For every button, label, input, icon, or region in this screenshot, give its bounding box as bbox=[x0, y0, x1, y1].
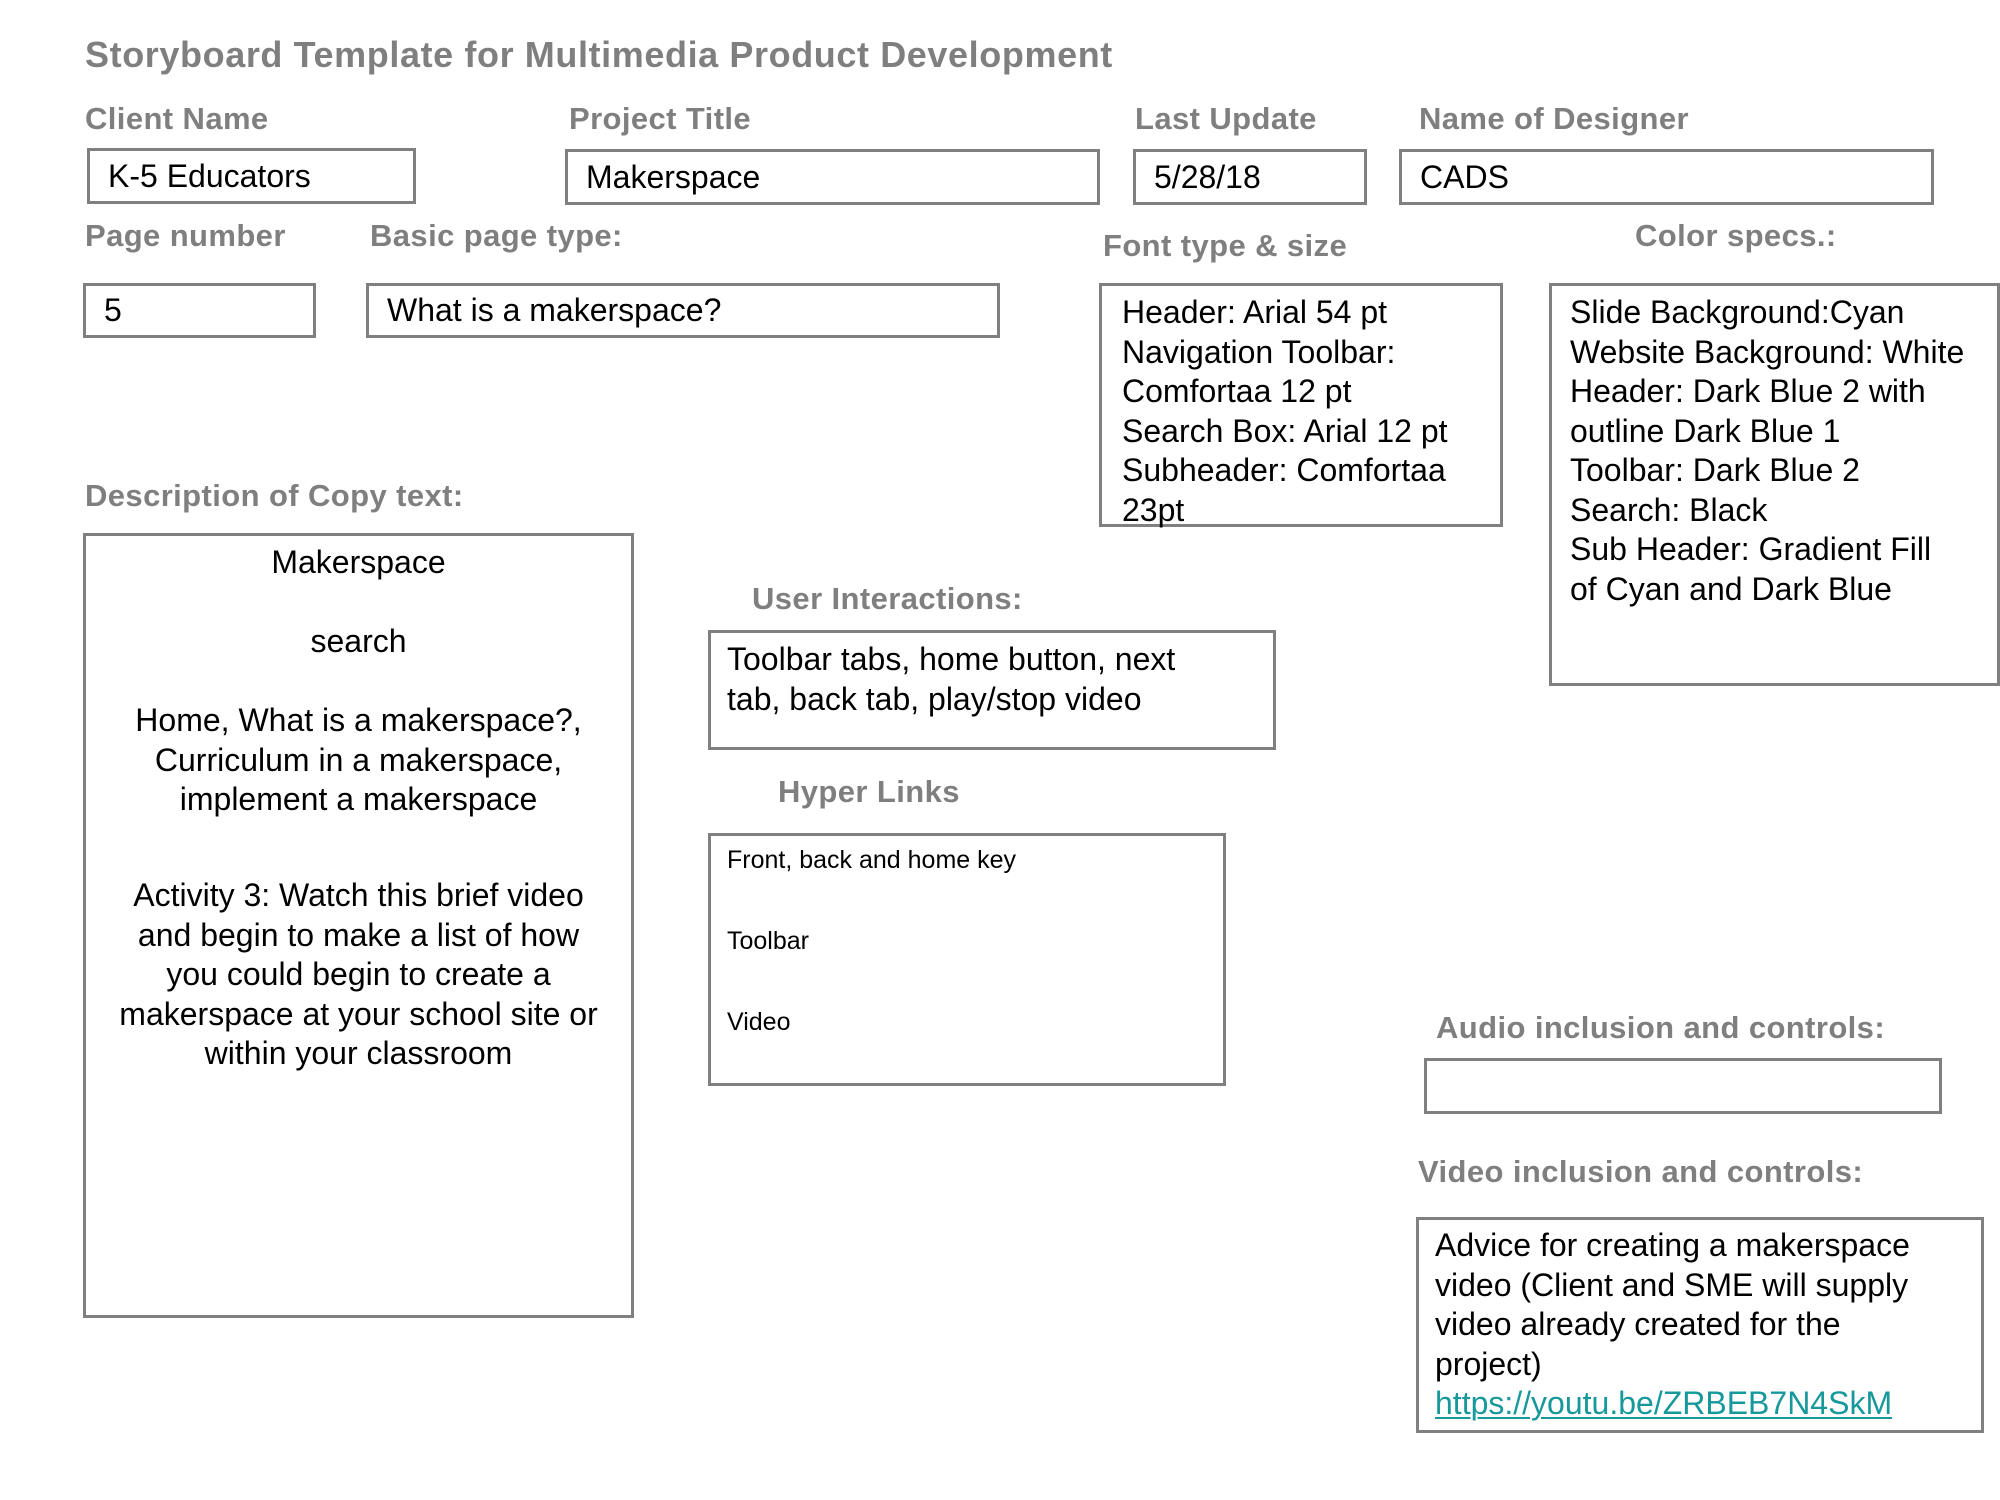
color-spec-line: Sub Header: Gradient Fill bbox=[1570, 531, 1932, 567]
client-name-value: K-5 Educators bbox=[108, 157, 311, 194]
client-name-field bbox=[87, 148, 416, 204]
font-spec-line: Navigation Toolbar: bbox=[1122, 333, 1396, 370]
project-title-value: Makerspace bbox=[586, 158, 761, 195]
copy-paragraph bbox=[86, 701, 631, 820]
color-spec-line: Search: Black bbox=[1570, 491, 1768, 528]
font-spec-line: Search Box: Arial 12 pt bbox=[1122, 412, 1448, 449]
video-description bbox=[1435, 1226, 1981, 1384]
video-description-line: video (Client and SME will supply bbox=[1435, 1266, 1909, 1303]
copy-text-line: Curriculum in a makerspace, bbox=[154, 741, 563, 778]
last-update-field bbox=[1133, 149, 1367, 205]
color-specs-box bbox=[1549, 283, 2000, 686]
font-spec-line: Subheader: Comfortaa bbox=[1122, 452, 1446, 488]
copy-paragraph bbox=[86, 622, 631, 662]
font-specs-label: Font type & size bbox=[1103, 228, 1348, 263]
video-description-line: Advice for creating a makerspace bbox=[1435, 1227, 1910, 1263]
last-update-label: Last Update bbox=[1135, 101, 1317, 136]
page-number-label: Page number bbox=[85, 218, 286, 253]
hyper-links-label: Hyper Links bbox=[778, 774, 960, 809]
user-interaction-line: tab, back tab, play/stop video bbox=[727, 680, 1142, 717]
copy-text-label: Description of Copy text: bbox=[85, 478, 464, 513]
audio-label: Audio inclusion and controls: bbox=[1436, 1010, 1886, 1045]
hyper-link-item: Toolbar bbox=[727, 927, 809, 955]
copy-text-line: makerspace at your school site or bbox=[119, 995, 598, 1032]
copy-text-line: Makerspace bbox=[271, 544, 446, 580]
copy-text-line: implement a makerspace bbox=[179, 781, 538, 817]
font-spec-line: 23pt bbox=[1122, 491, 1185, 528]
video-box bbox=[1416, 1217, 1984, 1433]
copy-text-line: Home, What is a makerspace?, bbox=[135, 702, 582, 738]
copy-text-line: you could begin to create a bbox=[166, 956, 551, 992]
video-description-line: video already created for the bbox=[1435, 1306, 1841, 1342]
video-link[interactable]: https://youtu.be/ZRBEB7N4SkM bbox=[1435, 1385, 1893, 1421]
hyper-link-item: Front, back and home key bbox=[727, 846, 1017, 874]
copy-paragraph bbox=[86, 543, 631, 583]
user-interactions-box bbox=[708, 630, 1276, 750]
copy-text-line: and begin to make a list of how bbox=[137, 916, 580, 953]
user-interaction-line: Toolbar tabs, home button, next bbox=[727, 641, 1176, 677]
video-description-line: project) bbox=[1435, 1345, 1542, 1382]
designer-value: CADS bbox=[1420, 158, 1509, 195]
page-type-field bbox=[366, 283, 1000, 338]
hyper-link-item: Video bbox=[727, 1008, 791, 1036]
page-type-value: What is a makerspace? bbox=[387, 292, 722, 328]
project-title-field bbox=[565, 149, 1100, 205]
video-label: Video inclusion and controls: bbox=[1418, 1154, 1864, 1189]
color-spec-line: of Cyan and Dark Blue bbox=[1570, 570, 1892, 607]
last-update-value: 5/28/18 bbox=[1154, 158, 1261, 195]
page-number-value: 5 bbox=[104, 292, 122, 328]
copy-paragraph bbox=[86, 876, 631, 1074]
copy-text-line: search bbox=[310, 623, 407, 659]
font-spec-line: Header: Arial 54 pt bbox=[1122, 294, 1388, 330]
page-title: Storyboard Template for Multimedia Product Development bbox=[85, 34, 1113, 75]
copy-text-box bbox=[83, 533, 634, 1318]
audio-field bbox=[1424, 1058, 1942, 1114]
project-title-label: Project Title bbox=[569, 101, 752, 136]
hyper-links-box bbox=[708, 833, 1226, 1086]
client-name-label: Client Name bbox=[85, 101, 269, 136]
color-spec-line: Header: Dark Blue 2 with bbox=[1570, 373, 1926, 409]
user-interactions-label: User Interactions: bbox=[752, 581, 1023, 616]
font-spec-line: Comfortaa 12 pt bbox=[1122, 373, 1352, 409]
copy-text-line: Activity 3: Watch this brief video bbox=[133, 877, 584, 913]
color-specs-label: Color specs.: bbox=[1635, 218, 1837, 253]
color-spec-line: Website Background: White bbox=[1570, 333, 1965, 370]
color-spec-line: outline Dark Blue 1 bbox=[1570, 412, 1841, 449]
color-spec-line: Toolbar: Dark Blue 2 bbox=[1570, 452, 1860, 488]
designer-field bbox=[1399, 149, 1934, 205]
page-type-label: Basic page type: bbox=[370, 218, 623, 253]
designer-label: Name of Designer bbox=[1419, 101, 1689, 136]
color-spec-line: Slide Background:Cyan bbox=[1570, 294, 1905, 330]
font-specs-box bbox=[1099, 283, 1503, 527]
copy-text-line: within your classroom bbox=[204, 1035, 513, 1071]
page-number-field bbox=[83, 283, 316, 338]
